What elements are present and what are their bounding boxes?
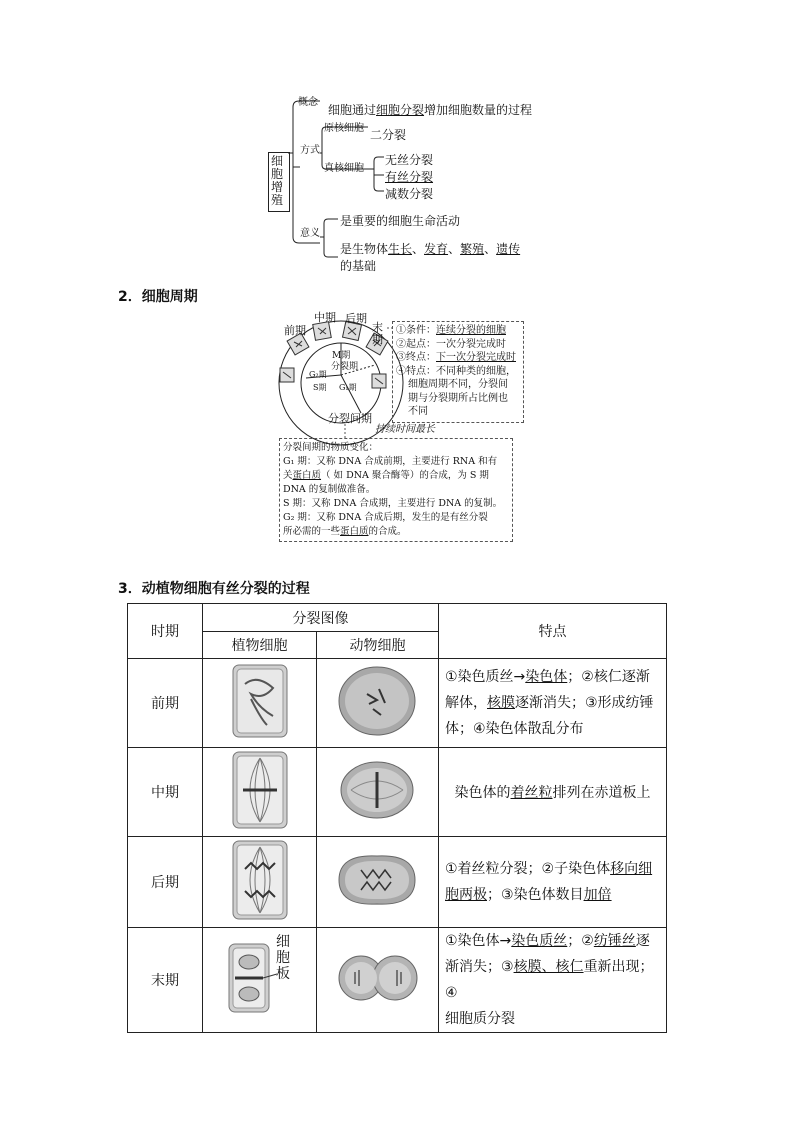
label-longest: 持续时间最长: [375, 424, 435, 435]
animal-anaphase-image: [317, 837, 438, 923]
label-telophase: 末期: [372, 321, 383, 346]
method-label: 方式: [300, 145, 320, 156]
meaning-2-end: 的基础: [340, 259, 377, 273]
meaning-2: 是生物体生长、发育、繁殖、遗传: [340, 242, 521, 256]
amitosis: 无丝分裂: [385, 153, 434, 167]
features-text: ①染色质丝→染色体；②核仁逐渐 解体，核膜逐渐消失；③形成纺锤 体；④染色体散乱分布: [445, 669, 654, 737]
plant-image-cell: [203, 748, 317, 837]
concept-text: 细胞通过细胞分裂增加细胞数量的过程: [328, 103, 533, 117]
animal-telophase-image: [317, 936, 438, 1020]
meiosis: 减数分裂: [385, 187, 434, 201]
table-row: [128, 659, 667, 748]
period-cell: 中期: [128, 748, 203, 837]
label-s: S期: [313, 383, 327, 392]
section-3-heading: 3．动植物细胞有丝分裂的过程: [118, 581, 310, 597]
period-cell: 前期: [128, 659, 203, 748]
mitosis: 有丝分裂: [385, 170, 434, 184]
features-text: ①染色体→染色质丝；②纺锤丝逐 渐消失；③核膜、核仁重新出现；④ 细胞质分裂: [445, 933, 654, 1027]
features-cell: [439, 928, 667, 1033]
animal-image-cell: [317, 928, 439, 1033]
header-plant: 植物细胞: [203, 632, 317, 659]
animal-prophase-image: [317, 659, 438, 743]
features-text: ①着丝粒分裂；②子染色体移向细 胞两极；③染色体数目加倍: [445, 861, 653, 903]
label-g1: G₁期: [339, 383, 357, 392]
animal-metaphase-image: [317, 748, 438, 832]
interphase-note: 分裂间期的物质变化： G₁ 期：又称 DNA 合成前期，主要进行 RNA 和有 关蛋白质（ 如 DNA 聚合酶等）的合成，为 S 期 DNA 的复制做准备。 S 期：又称 DNA 合成期，主要进行 DNA 的复制。 G₂ 期：又称 DNA 合成后期，发生的是有丝分裂 所必需的一些蛋白质的合成。: [283, 442, 503, 537]
meaning-label: 意义: [300, 228, 320, 239]
animal-image-cell: [317, 837, 439, 928]
cycle-note: ①条件：连续分裂的细胞 ②起点：一次分裂完成时 ③终点：下一次分裂完成时 ④特点：不同种类的细胞， 细胞周期不同，分裂间 期与分裂期所占比例也 不同: [396, 325, 516, 417]
concept-root-label: 细胞增殖: [271, 154, 284, 207]
plant-image-cell: [203, 659, 317, 748]
cell-plate-label: 细胞板: [276, 934, 290, 982]
header-features: 特点: [439, 604, 667, 659]
label-m-sub: 分裂期: [331, 362, 359, 372]
mitosis-table: [127, 603, 667, 1033]
label-anaphase: 后期: [345, 312, 367, 325]
prokaryote-label: 原核细胞: [324, 123, 364, 134]
label-metaphase: 中期: [314, 311, 336, 324]
label-g2: G₂期: [309, 370, 327, 379]
label-m-phase: M期: [332, 351, 351, 361]
meaning-1: 是重要的细胞生命活动: [340, 214, 461, 228]
features-cell: 染色体的着丝粒排列在赤道板上: [439, 748, 667, 837]
plant-telophase-image: [203, 936, 316, 1020]
header-animal: 动物细胞: [317, 632, 439, 659]
header-images: 分裂图像: [203, 604, 439, 632]
plant-image-cell: [203, 837, 317, 928]
animal-image-cell: [317, 748, 439, 837]
concept-label: 概念: [298, 97, 318, 108]
binary-fission: 二分裂: [370, 128, 407, 142]
header-period: 时期: [128, 604, 203, 659]
plant-image-cell: [203, 928, 317, 1033]
eukaryote-label: 真核细胞: [324, 163, 364, 174]
period-cell: 后期: [128, 837, 203, 928]
label-interphase: 分裂间期: [328, 412, 372, 425]
plant-prophase-image: [203, 659, 316, 743]
period-cell: 末期: [128, 928, 203, 1033]
animal-image-cell: [317, 659, 439, 748]
section-2-heading: 2．细胞周期: [118, 289, 198, 305]
table-row: [128, 837, 667, 928]
table-row: [128, 928, 667, 1033]
plant-anaphase-image: [203, 837, 316, 923]
table-row: [128, 748, 667, 837]
label-prophase: 前期: [284, 324, 306, 337]
features-cell: [439, 659, 667, 748]
plant-metaphase-image: [203, 748, 316, 832]
features-cell: [439, 837, 667, 928]
